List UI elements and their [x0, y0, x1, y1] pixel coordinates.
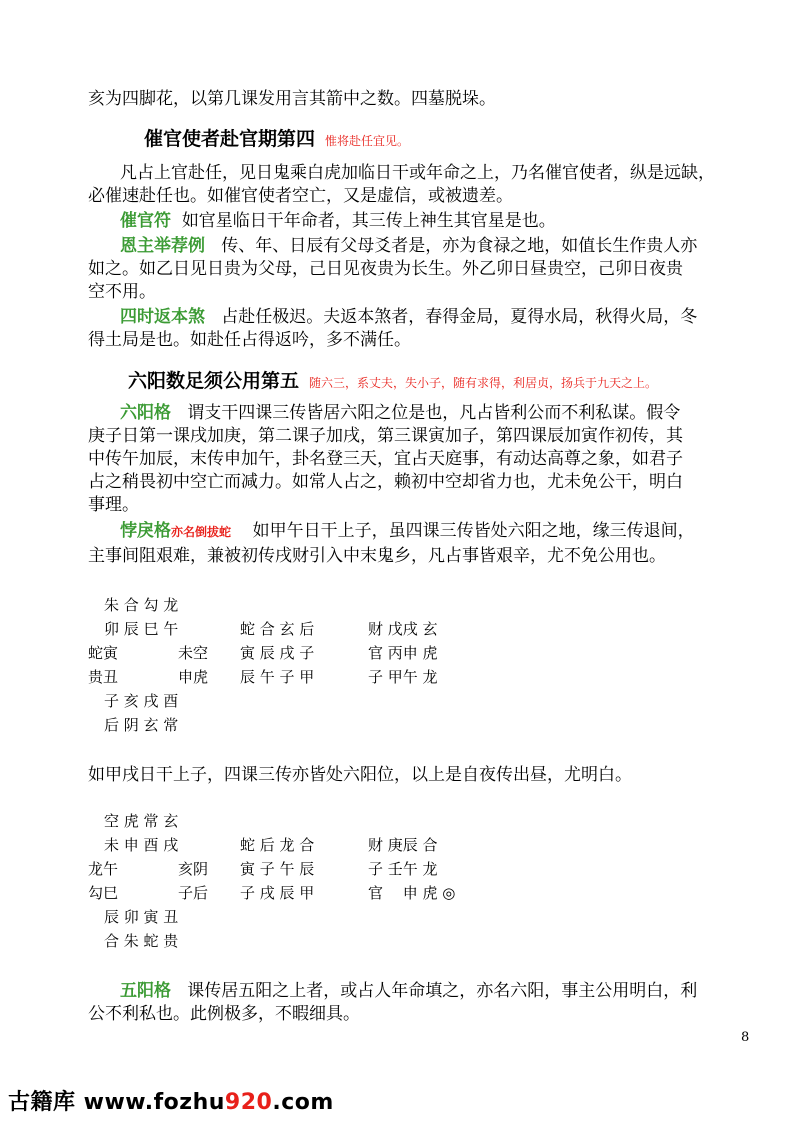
paragraph-line: [120, 235, 697, 257]
paragraph-line: 主事间阻艰难，兼被初传戌财引入中末鬼乡，凡占事皆艰辛，尤不免公用也。: [88, 546, 666, 566]
paragraph-line: 如之。如乙日见日贵为父母，己日见夜贵为长生。外乙卯日昼贵空，己卯日夜贵: [88, 259, 683, 279]
transmission-row: 财 庚辰 合: [368, 836, 438, 854]
paragraph-line: 必催速赴任也。如催官使者空亡，又是虚信，或被遗差。: [88, 186, 513, 206]
transmission-row: 子 壬午 龙: [368, 860, 438, 878]
term-text: 传、年、日辰有父母爻者是，亦为食禄之地，如值长生作贵人亦: [221, 236, 698, 256]
term-text: 课传居五阳之上者，或占人年命填之，亦名六阳，事主公用明白，利: [187, 981, 698, 1001]
lesson-row: 寅 子 午 辰: [240, 860, 315, 878]
paragraph-line: 占之稍畏初中空亡而减力。如常人占之，赖初中空却省力也，尤未免公干，明白: [88, 472, 683, 492]
table-row: 朱 合 勾 龙: [104, 596, 179, 614]
section-title: 六阳数足须公用第五: [128, 370, 300, 392]
footer-watermark: 古籍库 www.fozhu920.com: [8, 1090, 334, 1115]
transmission-row: 官 申 虎 ◎: [368, 884, 456, 902]
paragraph-line: 凡占上官赴任，见日鬼乘白虎加临日干或年命之上，乃名催官使者，纵是远缺，: [120, 163, 715, 183]
term-label: 恩主举荐例: [120, 236, 205, 256]
section-note: 随六三，系丈夫，失小子，随有求得，利居贞，扬兵于九天之上。: [309, 376, 658, 390]
paragraph-line: 事理。: [88, 495, 139, 515]
term-text: 占赴任极迟。夫返本煞者，春得金局，夏得水局，秋得火局，冬: [221, 307, 698, 327]
page-number: 8: [741, 1030, 750, 1045]
table-row: 勾巳 子后 子 戌 辰 甲 官 申 虎 ◎: [88, 884, 456, 902]
term-label: 催官符: [120, 211, 171, 231]
lesson-row: 蛇 后 龙 合: [240, 836, 315, 854]
section-title: 催官使者赴官期第四: [144, 128, 316, 150]
paragraph-line: 公不利私也。此例极多，不暇细具。: [88, 1004, 360, 1024]
paragraph-line: 如甲戌日干上子，四课三传亦皆处六阳位，以上是自夜传出昼，尤明白。: [88, 765, 632, 785]
term-label: 六阳格: [120, 403, 171, 423]
table-row: 辰 卯 寅 丑: [104, 908, 179, 926]
paragraph-line: 中传午加辰，末传申加午，卦名登三天，宜占天庭事，有动达高尊之象，如君子: [88, 449, 683, 469]
term-note: 亦名倒拔蛇: [171, 525, 232, 539]
paragraph-line: 庚子日第一课戌加庚，第二课子加戌，第三课寅加子，第四课辰加寅作初传，其: [88, 426, 683, 446]
paragraph-line: 得土局是也。如赴任占得返吟，多不满任。: [88, 330, 411, 350]
paragraph-line: [120, 980, 697, 1002]
lesson-row: 子 戌 辰 甲: [240, 884, 315, 902]
table-row: 蛇寅 未空 寅 辰 戌 子 官 丙申 虎: [88, 644, 438, 662]
table-row: 龙午 亥阴 寅 子 午 辰 子 壬午 龙: [88, 860, 438, 878]
term-label: 五阳格: [120, 981, 171, 1001]
paragraph-line: 空不用。: [88, 282, 156, 302]
paragraph-line: [120, 210, 556, 232]
lesson-row: 辰 午 子 甲: [240, 668, 315, 686]
section-note: 惟将赴任宜见。: [325, 134, 410, 148]
paragraph-line: [120, 306, 697, 328]
top-line: 亥为四脚花，以第几课发用言其箭中之数。四墓脱垛。: [88, 89, 496, 109]
table-row: 合 朱 蛇 贵: [104, 932, 179, 950]
table-row: 未 申 酉 戌 蛇 后 龙 合 财 庚辰 合: [104, 836, 438, 854]
table-row: 空 虎 常 玄: [104, 812, 179, 830]
term-text: 如官星临日干年命者，其三传上神生其官星是也。: [181, 211, 556, 231]
paragraph-line: [120, 520, 695, 543]
table-row: 子 亥 戌 酉: [104, 692, 179, 710]
section-heading-5: [128, 366, 657, 393]
paragraph-line: [120, 402, 680, 424]
term-label: 四时返本煞: [120, 307, 205, 327]
transmission-row: 财 戊戌 玄: [368, 620, 438, 638]
term-label: 悖戾格: [120, 521, 171, 541]
section-heading-4: [144, 124, 409, 151]
term-text: 谓支干四课三传皆居六阳之位是也，凡占皆利公而不利私谋。假令: [187, 403, 681, 423]
transmission-row: 官 丙申 虎: [368, 644, 438, 662]
transmission-row: 子 甲午 龙: [368, 668, 438, 686]
term-text: 如甲午日干上子，虽四课三传皆处六阳之地，缘三传退间，: [252, 521, 695, 541]
table-row: 卯 辰 巳 午 蛇 合 玄 后 财 戊戌 玄: [104, 620, 438, 638]
lesson-row: 蛇 合 玄 后: [240, 620, 315, 638]
table-row: 贵丑 申虎 辰 午 子 甲 子 甲午 龙: [88, 668, 438, 686]
lesson-row: 寅 辰 戌 子: [240, 644, 315, 662]
table-row: 后 阴 玄 常: [104, 716, 179, 734]
